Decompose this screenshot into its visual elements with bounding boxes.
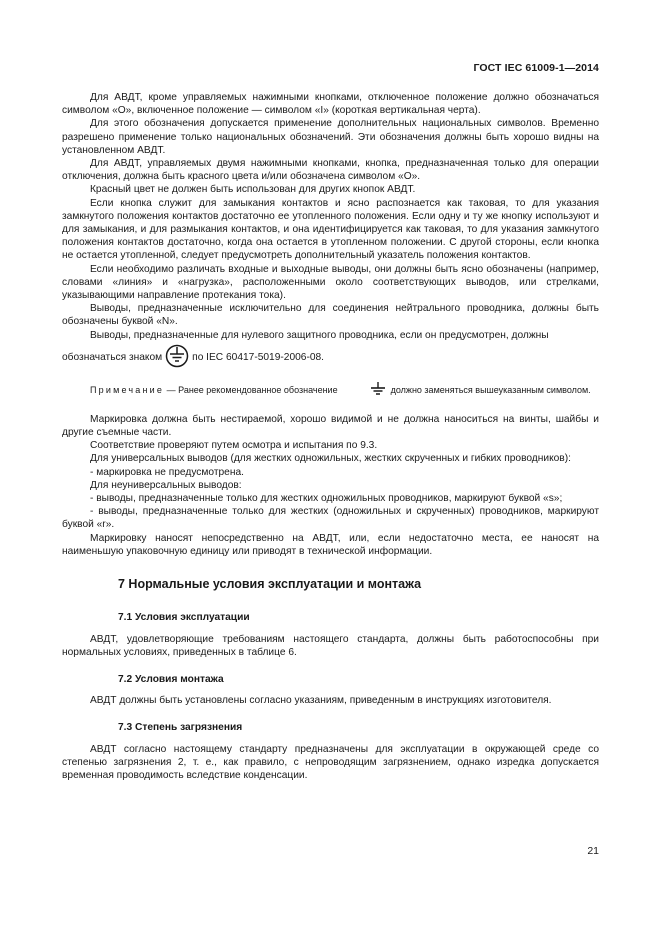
paragraph: АВДТ, удовлетворяющие требованиям настоящего стандарта, должны быть работоспособны при нормальных условиях, приведенных в таблице 6.	[62, 633, 599, 658]
paragraph: Маркировка должна быть нестираемой, хорошо видимой и не должна наноситься на винты, шайбы и другие съемные части.	[62, 413, 599, 439]
paragraph: Для этого обозначения допускается применение дополнительных национальных символов. Временно разрешено применение только национальных обозначений. Эти обозначения должны быть хорошо видны на установленном АВДТ.	[62, 118, 599, 156]
paragraph: Для АВДТ, кроме управляемых нажимными кнопками, отключенное положение должно обозначаться символом «О», включенное положение — символом «I» (короткая вертикальная черта).	[62, 92, 599, 117]
subsection-heading: 7.1 Условия эксплуатации	[118, 612, 250, 624]
paragraph: Маркировку наносят непосредственно на АВДТ, или, если недостаточно места, ее наносят на наименьшую упаковочную единицу или приводят в технической информации.	[62, 532, 599, 557]
paragraph: - маркировка не предусмотрена.	[90, 466, 244, 478]
section-heading: 7 Нормальные условия эксплуатации и монтажа	[118, 577, 422, 592]
note-text: должно заменяться вышеуказанным символом.	[390, 384, 591, 395]
page-number: 21	[587, 845, 599, 857]
subsection-heading: 7.3 Степень загрязнения	[118, 722, 243, 734]
note-label: Примечание	[90, 384, 165, 395]
subsection-heading: 7.2 Условия монтажа	[118, 673, 224, 685]
paragraph: Для универсальных выводов (для жестких одножильных, жестких скрученных и гибких проводников):	[90, 453, 571, 465]
paragraph: Выводы, предназначенные для нулевого защитного проводника, если он предусмотрен, должны	[90, 329, 549, 341]
paragraph: Соответствие проверяют путем осмотра и испытания по 9.3.	[90, 440, 378, 452]
paragraph: АВДТ должны быть установлены согласно указаниям, приведенным в инструкциях изготовителя.	[90, 695, 552, 707]
earth-icon	[342, 382, 386, 399]
paragraph-text: по IEC 60417-5019-2006-08.	[192, 352, 324, 364]
document-body	[62, 91, 599, 782]
paragraph: Для неуниверсальных выводов:	[90, 479, 242, 491]
paragraph-text: обозначаться знаком	[62, 352, 163, 364]
paragraph: Красный цвет не должен быть использован для других кнопок АВДТ.	[90, 184, 416, 196]
paragraph: АВДТ согласно настоящему стандарту предназначены для эксплуатации в окружающей среде со степенью загрязнения 2, т. е., как правило, с непроводящим загрязнением, однако изредка допускается временная проводимость вследствие конденсации.	[62, 743, 599, 781]
note-text: — Ранее рекомендованное обозначение	[166, 384, 338, 395]
paragraph: - выводы, предназначенные только для жестких (одножильных и скрученных) проводников, маркируют буквой «r».	[62, 506, 599, 531]
paragraph: Если кнопка служит для замыкания контактов и ясно распознается как таковая, то для указания замкнутого положения контактов достаточно ее утопленного положения. Если одну и ту же кнопку используют и для замыкания, и для размыкания контактов, и она идентифицируется как таковая, то для указания замкнутого положения контактов достаточно, когда она остается в утопленном положении. С другой стороны, если кнопка не остается утопленной, следует предусмотреть дополнительный указатель положения контактов.	[62, 197, 599, 262]
paragraph: Для АВДТ, управляемых двумя нажимными кнопками, кнопка, предназначенная только для операции отключения, должна быть красного цвета и/или обозначена символом «О».	[62, 158, 599, 183]
page-header-standard: ГОСТ IEC 61009-1—2014	[473, 62, 599, 74]
protective-earth-line	[62, 342, 599, 374]
protective-earth-icon	[165, 344, 189, 372]
paragraph: Выводы, предназначенные исключительно для соединения нейтрального проводника, должны быть обозначены буквой «N».	[62, 303, 599, 328]
note	[62, 382, 599, 399]
paragraph: Если необходимо различать входные и выходные выводы, они должны быть ясно обозначены (например, словами «линия» и «нагрузка», расположенными около соответствующих выводов, или стрелками, указывающими направление протекания тока).	[62, 263, 599, 302]
paragraph: - выводы, предназначенные только для жестких одножильных проводников, маркируют буквой «s»;	[90, 493, 563, 505]
